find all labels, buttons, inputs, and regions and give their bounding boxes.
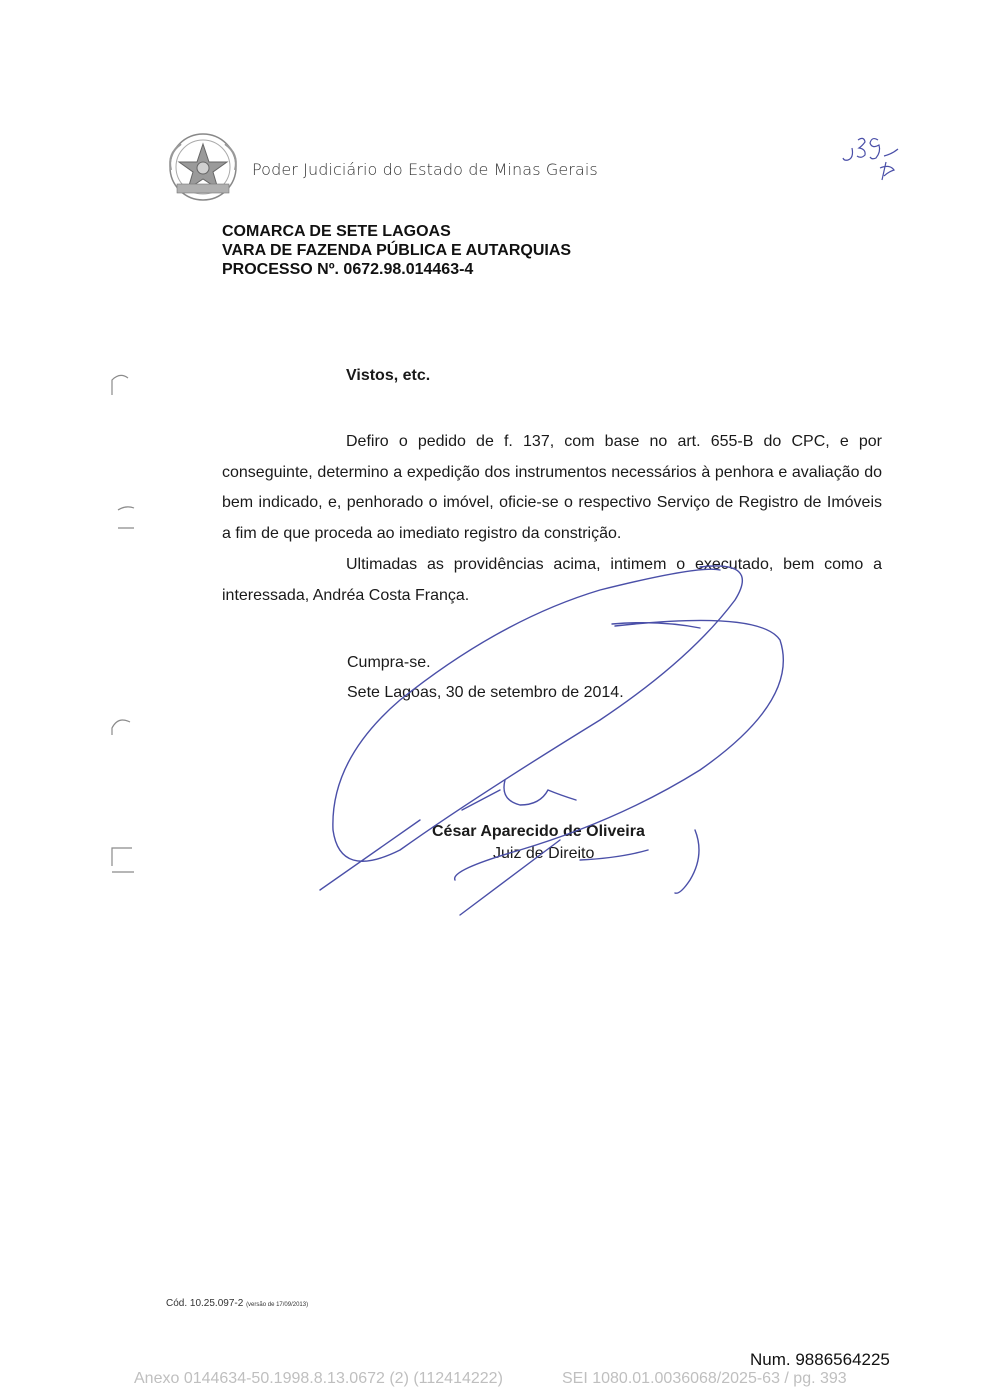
greeting: Vistos, etc.	[346, 367, 431, 384]
case-header	[222, 222, 571, 279]
paragraph-2: Ultimadas as providências acima, intimem o executado, bem como a interessada, Andréa Costa França.	[222, 555, 882, 604]
comarca-line: COMARCA DE SETE LAGOAS	[222, 223, 451, 240]
judge-title: Juiz de Direito	[493, 845, 595, 862]
page-number-handmark	[832, 118, 912, 188]
form-code-number: Cód. 10.25.097-2	[166, 1298, 244, 1309]
closing-line: Cumpra-se.	[347, 654, 431, 671]
place-date-line: Sete Lagoas, 30 de setembro de 2014.	[347, 684, 624, 701]
paragraph-1: Defiro o pedido de f. 137, com base no art. 655-B do CPC, e por conseguinte, determino a expedição dos instrumentos necessários à penhora e avaliação do bem indicado, e, penhorado o imóvel, oficie-se o respectivo Serviço de Registro de Imóveis a fim de que proceda ao imediato registro da constrição.	[222, 433, 882, 543]
coat-of-arms-icon	[163, 132, 243, 204]
vara-line: VARA DE FAZENDA PÚBLICA E AUTARQUIAS	[222, 242, 572, 259]
document-number: Num. 9886564225	[750, 1350, 890, 1369]
sei-reference: SEI 1080.01.0036068/2025-63 / pg. 393	[562, 1370, 847, 1387]
form-code-version: (versão de 17/09/2013)	[246, 1302, 309, 1308]
judge-name: César Aparecido de Oliveira	[432, 823, 645, 840]
closing-block	[347, 648, 624, 708]
decision-body	[222, 427, 882, 611]
form-code	[166, 1298, 308, 1309]
court-name: Poder Judiciário do Estado de Minas Gerais	[252, 160, 598, 179]
anexo-reference: Anexo 0144634-50.1998.8.13.0672 (2) (112414222)	[134, 1370, 503, 1387]
processo-line: PROCESSO Nº. 0672.98.014463-4	[222, 261, 474, 278]
